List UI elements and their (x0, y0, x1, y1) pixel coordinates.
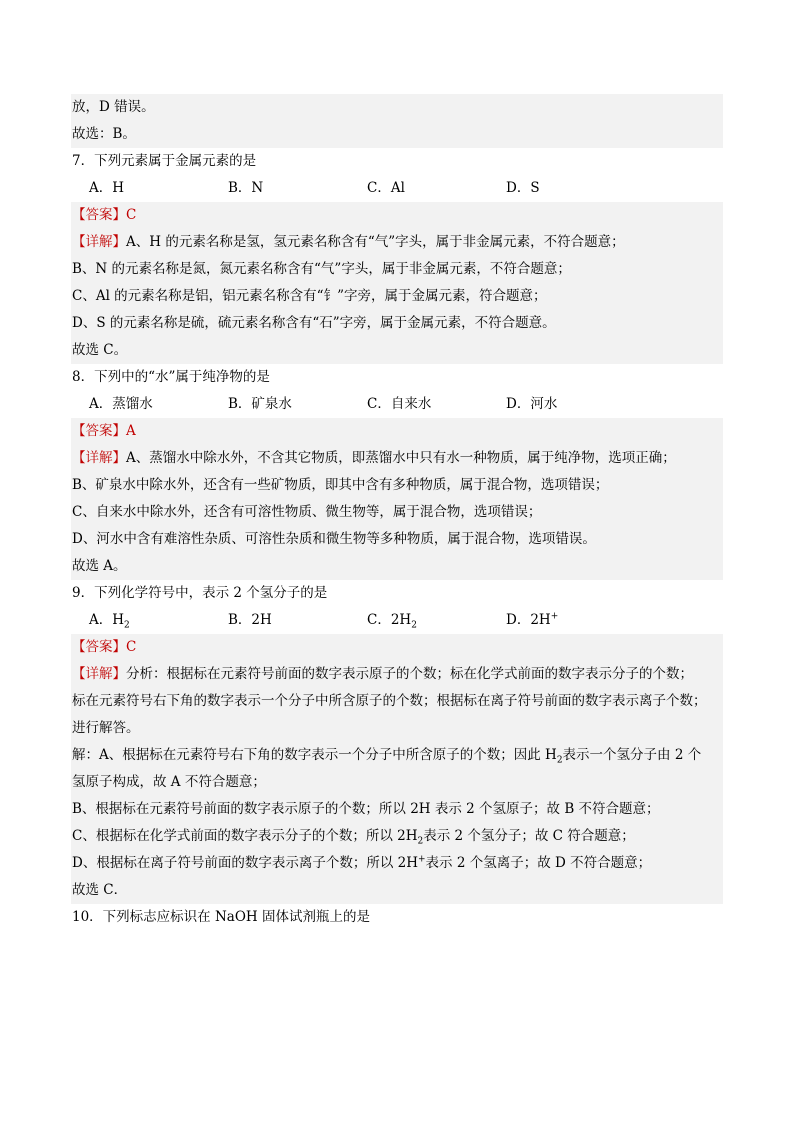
q6-conclusion: 故选：B。 (71, 121, 723, 148)
q7-detail-a (71, 229, 723, 256)
q7-conclusion: 故选 C。 (71, 337, 723, 364)
q7-option-b: B．N (228, 180, 264, 196)
q7-option-c: C．Al (367, 180, 405, 196)
q9-option-b (228, 607, 367, 634)
subscript: 2 (411, 620, 417, 631)
solution-text: 表示 2 个氢分子；故 C 符合题意； (423, 828, 635, 844)
q8-detail-c: C、自来水中除水外，还含有可溶性物质、微生物等，属于混合物，选项错误； (71, 499, 723, 526)
answer-tag: 【答案】 (72, 423, 126, 439)
q9-solution-c (71, 823, 723, 850)
q7-options (71, 175, 723, 202)
subscript: 2 (556, 755, 563, 766)
q9-solution-d (71, 850, 723, 877)
detail-tag: 【详解】 (72, 234, 126, 250)
q7-stem: 7．下列元素属于金属元素的是 (72, 153, 257, 169)
detail-text: A、H 的元素名称是氢，氢元素名称含有“气”字头，属于非金属元素，不符合题意； (126, 234, 625, 250)
q7-answer (71, 202, 723, 229)
q9-options (71, 607, 723, 634)
solution-text: 表示一个氢分子由 2 个 (562, 747, 702, 763)
solution-text: D、根据标在离子符号前面的数字表示离子个数；所以 2H (72, 855, 418, 871)
detail-text: 分析：根据标在元素符号前面的数字表示原子的个数；标在化学式前面的数字表示分子的个数； (126, 666, 693, 682)
q7-option-d: D．S (506, 180, 540, 196)
q7-detail-d: D、S 的元素名称是硫，硫元素名称含有“石”字旁，属于金属元素，不符合题意。 (71, 310, 723, 337)
q8-stem: 8．下列中的“水”属于纯净物的是 (72, 369, 270, 385)
option-text: A．H (89, 612, 125, 628)
answer-tag: 【答案】 (72, 207, 126, 223)
q8-detail-a (71, 445, 723, 472)
q8-option-a: A．蒸馏水 (89, 396, 153, 412)
q8-option-c: C．自来水 (367, 396, 432, 412)
q9-solution-b: B、根据标在元素符号前面的数字表示原子的个数；所以 2H 表示 2 个氢原子；故 B 不符合题意； (71, 796, 723, 823)
q9-stem: 9．下列化学符号中，表示 2 个氢分子的是 (72, 585, 328, 601)
q10-stem: 10．下列标志应标识在 NaOH 固体试剂瓶上的是 (72, 909, 370, 925)
subscript: 2 (124, 620, 130, 631)
q9-solution-a1 (71, 742, 723, 769)
q7-option-a: A．H (89, 180, 125, 196)
q9-analysis-2: 标在元素符号右下角的数字表示一个分子中所含原子的个数；根据标在离子符号前面的数字表示离子个数； (71, 688, 723, 715)
q7-detail-b: B、N 的元素名称是氮，氮元素名称含有“气”字头，属于非金属元素，不符合题意； (71, 256, 723, 283)
q9-conclusion: 故选 C． (71, 877, 723, 904)
q8-options (71, 391, 723, 418)
q9-analysis-3: 进行解答。 (71, 715, 723, 742)
superscript: + (550, 611, 559, 622)
q8-option-d: D．河水 (506, 396, 558, 412)
q7-detail-c: C、Al 的元素名称是铝，铝元素名称含有“钅”字旁，属于金属元素，符合题意； (71, 283, 723, 310)
answer-value: C (126, 207, 137, 223)
q9-option-d (506, 607, 645, 634)
q8-conclusion: 故选 A。 (71, 553, 723, 580)
solution-text: C、根据标在化学式前面的数字表示分子的个数；所以 2H (72, 828, 418, 844)
detail-tag: 【详解】 (72, 450, 126, 466)
q8-detail-d: D、河水中含有难溶性杂质、可溶性杂质和微生物等多种物质，属于混合物，选项错误。 (71, 526, 723, 553)
solution-text: 解：A、根据标在元素符号右下角的数字表示一个分子中所含原子的个数；因此 H (72, 747, 557, 763)
page-content (71, 94, 723, 931)
q9-answer (71, 634, 723, 661)
superscript: + (417, 854, 426, 865)
q9-option-a (89, 607, 228, 634)
q8-answer (71, 418, 723, 445)
q9-solution-a2: 氢原子构成，故 A 不符合题意； (71, 769, 723, 796)
detail-text: A、蒸馏水中除水外，不含其它物质，即蒸馏水中只有水一种物质，属于纯净物，选项正确； (126, 450, 676, 466)
q6-detail-tail: 放，D 错误。 (71, 94, 723, 121)
option-text: B．2H (228, 612, 272, 628)
subscript: 2 (417, 836, 424, 847)
solution-text: 表示 2 个氢离子；故 D 不符合题意； (425, 855, 652, 871)
answer-tag: 【答案】 (72, 639, 126, 655)
answer-value: C (126, 639, 137, 655)
q9-option-c (367, 607, 506, 634)
q8-option-b: B．矿泉水 (228, 396, 292, 412)
option-text: D．2H (506, 612, 551, 628)
detail-tag: 【详解】 (72, 666, 126, 682)
option-text: C．2H (367, 612, 412, 628)
answer-value: A (126, 423, 136, 439)
q8-detail-b: B、矿泉水中除水外，还含有一些矿物质，即其中含有多种物质，属于混合物，选项错误； (71, 472, 723, 499)
q9-analysis-1 (71, 661, 723, 688)
